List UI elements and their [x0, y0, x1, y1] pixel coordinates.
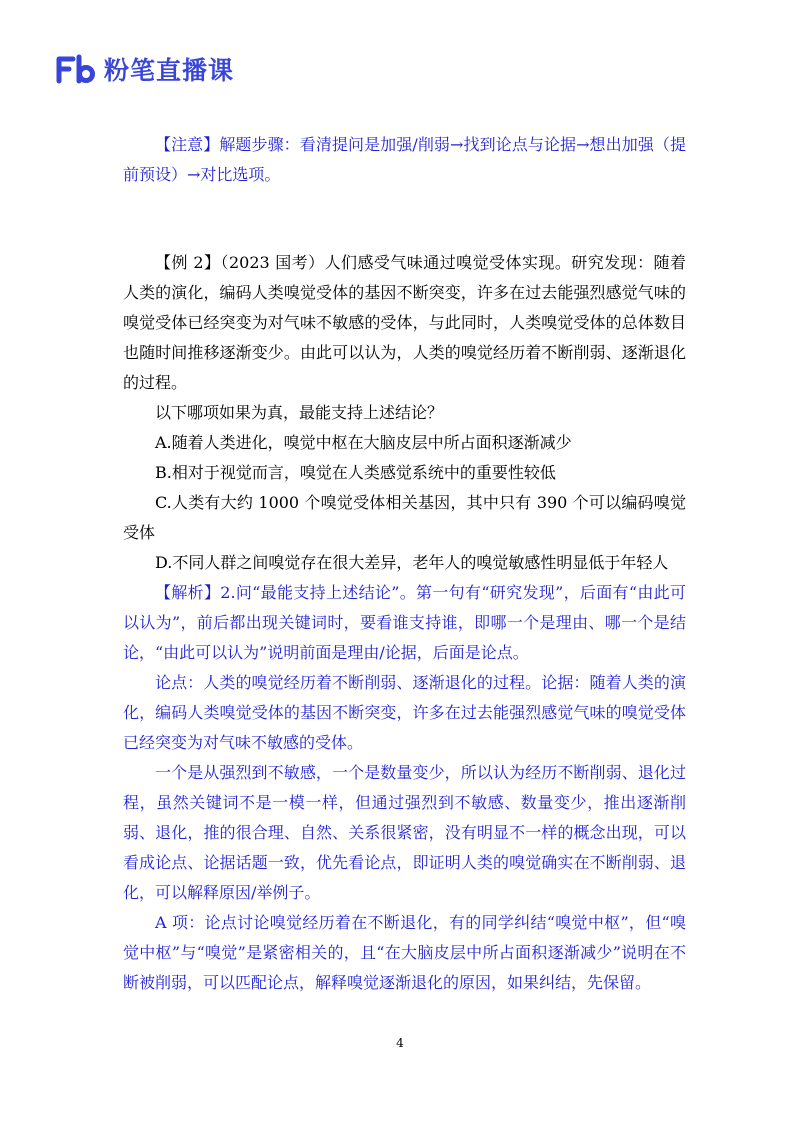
option-b: B.相对于视觉而言，嗅觉在人类感觉系统中的重要性较低 [155, 463, 556, 482]
option-c: C.人类有大约 1000 个嗅觉受体相关基因，其中只有 390 个可以编码嗅觉受体 [123, 493, 686, 542]
analysis-paragraph [123, 578, 686, 668]
note-tag: 【注意】 [155, 135, 220, 154]
question-text: 以下哪项如果为真，最能支持上述结论？ [155, 403, 444, 422]
analysis-paragraph: A 项：论点讨论嗅觉经历着在不断退化，有的同学纠结“嗅觉中枢”，但“嗅觉中枢”与“嗅觉”是紧密相关的，且“在大脑皮层中所占面积逐渐减少”说明在不断被削弱，可以匹配论点，解释嗅觉逐渐退化的原因，如果纠结，先保留。 [123, 913, 686, 992]
analysis-paragraph: 一个是从强烈到不敏感，一个是数量变少，所以认为经历不断削弱、退化过程，虽然关键词不是一模一样，但通过强烈到不敏感、数量变少，推出逐渐削弱、退化，推的很合理、自然、关系很紧密，没有明显不一样的概念出现，可以看成论点、论据话题一致，优先看论点，即证明人类的嗅觉确实在不断削弱、退化，可以解释原因/举例子。 [123, 763, 686, 902]
note-paragraph [123, 130, 686, 190]
analysis-text: 2.问“最能支持上述结论”。第一句有“研究发现”，后面有“由此可以认为”，前后都出现关键词时，要看谁支持谁，即哪一个是理由、哪一个是结论，“由此可以认为”说明前面是理由/论据，后面是论点。 [123, 583, 686, 662]
note-text: 解题步骤：看清提问是加强/削弱→找到论点与论据→想出加强（提前预设）→对比选项。 [123, 135, 686, 184]
brand-logo [56, 52, 234, 86]
example-stem-text: （2023 国考）人们感受气味通过嗅觉受体实现。研究发现：随着人类的演化，编码人类嗅觉受体的基因不断突变，许多在过去能强烈感觉气味的嗅觉受体已经突变为对气味不敏感的受体，与此同时，人类嗅觉受体的总体数目也随时间推移逐渐变少。由此可以认为，人类的嗅觉经历着不断削弱、逐渐退化的过程。 [123, 253, 686, 392]
page-number: 4 [396, 1036, 404, 1050]
fb-logo-icon [56, 54, 96, 84]
document-body [123, 130, 686, 998]
example-stem [123, 248, 686, 398]
analysis-paragraph: 论点：人类的嗅觉经历着不断削弱、逐渐退化的过程。论据：随着人类的演化，编码人类嗅觉受体的基因不断突变，许多在过去能强烈感觉气味的嗅觉受体已经突变为对气味不敏感的受体。 [123, 673, 686, 752]
option-a: A.随着人类进化，嗅觉中枢在大脑皮层中所占面积逐渐减少 [155, 433, 572, 452]
logo-text: 粉笔直播课 [104, 56, 235, 85]
example-tag: 【例 2】 [155, 253, 221, 272]
option-d: D.不同人群之间嗅觉存在很大差异，老年人的嗅觉敏感性明显低于年轻人 [155, 553, 669, 572]
analysis-tag: 【解析】 [155, 583, 221, 602]
